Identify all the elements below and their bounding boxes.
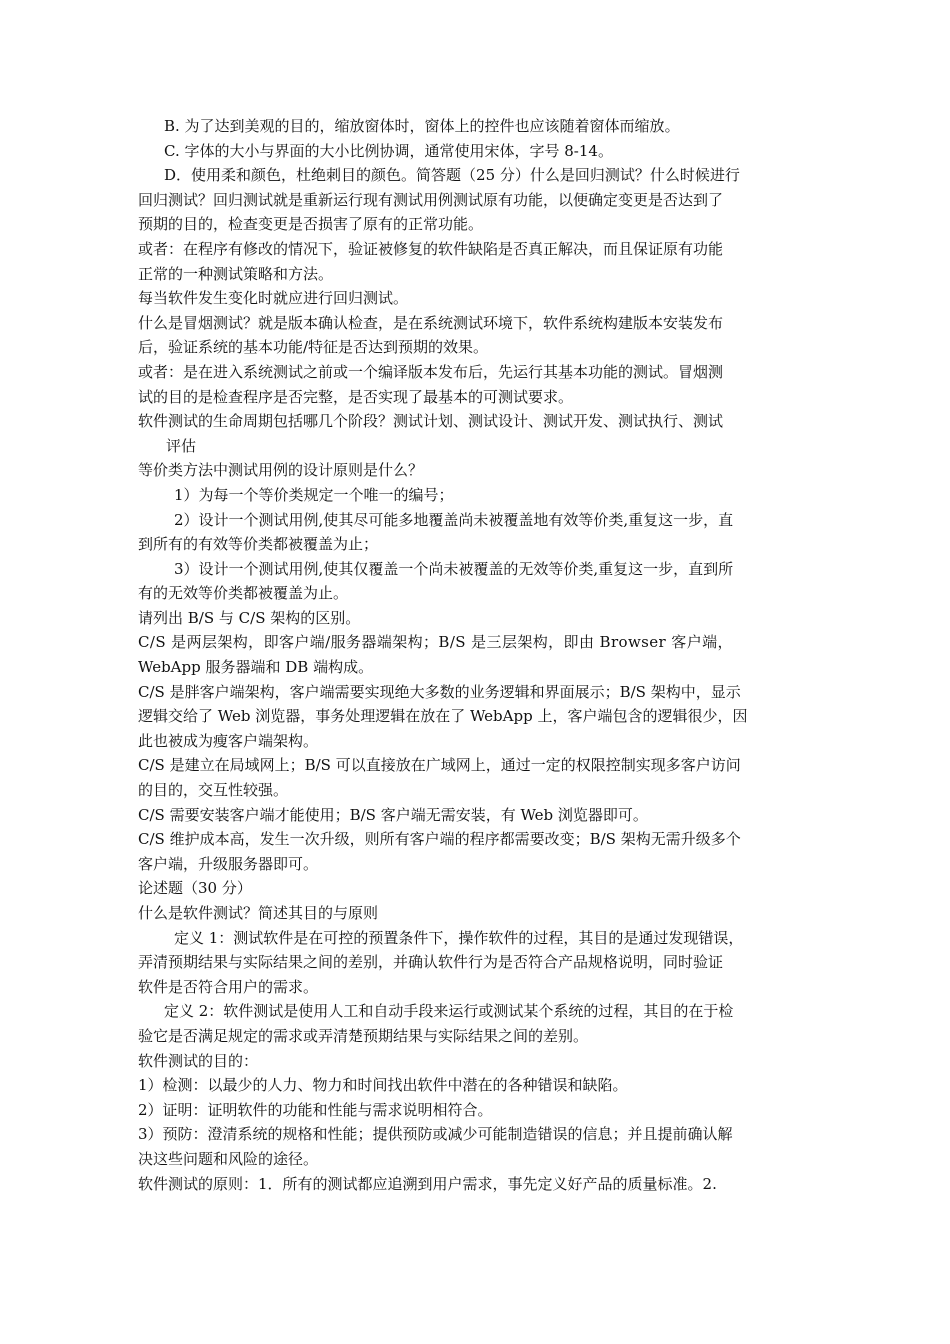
paragraph-line: 或者：是在进入系统测试之前或一个编译版本发布后，先运行其基本功能的测试。冒烟测 [138, 362, 724, 381]
list-item-3: 3）设计一个测试用例,使其仅覆盖一个尚未被覆盖的无效等价类,重复这一步，直到所 [174, 559, 734, 578]
paragraph-line: C/S 是建立在局域网上；B/S 可以直接放在广域网上，通过一定的权限控制实现多客户访问 [138, 756, 741, 775]
paragraph-line: C/S 是胖客户端架构，客户端需要实现绝大多数的业务逻辑和界面展示；B/S 架构中，显示 [138, 682, 741, 701]
purpose-item-3-continued: 决这些问题和风险的途径。 [138, 1149, 319, 1168]
paragraph-line: 正常的一种测试策略和方法。 [138, 264, 334, 283]
paragraph-line: 什么是冒烟测试？就是版本确认检查，是在系统测试环境下，软件系统构建版本安装发布 [138, 313, 724, 332]
question-line: 软件测试的生命周期包括哪几个阶段？测试计划、测试设计、测试开发、测试执行、测试 [138, 412, 724, 431]
option-b-line: B. 为了达到美观的目的，缩放窗体时，窗体上的控件也应该随着窗体而缩放。 [164, 117, 680, 135]
list-item-2-continued: 到所有的有效等价类都被覆盖为止； [138, 535, 379, 554]
definition-2-line: 定义 2：软件测试是使用人工和自动手段来运行或测试某个系统的过程，其目的在于检 [164, 1002, 734, 1021]
section-heading: 论述题（30 分） [138, 879, 252, 898]
subheading-purpose: 软件测试的目的： [138, 1051, 259, 1070]
paragraph-line: 或者：在程序有修改的情况下，验证被修复的软件缺陷是否真正解决，而且保证原有功能 [138, 239, 724, 258]
list-item-1: 1）为每一个等价类规定一个唯一的编号； [174, 485, 454, 504]
paragraph-line: C/S 需要安装客户端才能使用；B/S 客户端无需安装，有 Web 浏览器即可。 [138, 805, 648, 824]
paragraph-line: 客户端，升级服务器即可。 [138, 854, 319, 873]
list-item-3-continued: 有的无效等价类都被覆盖为止。 [138, 584, 349, 603]
paragraph-line: 弄清预期结果与实际结果之间的差别，并确认软件行为是否符合产品规格说明，同时验证 [138, 953, 724, 972]
paragraph-line: WebApp 服务器端和 DB 端构成。 [138, 658, 374, 677]
paragraph-line: 验它是否满足规定的需求或弄清楚预期结果与实际结果之间的差别。 [138, 1026, 589, 1045]
paragraph-line: C/S 维护成本高，发生一次升级，则所有客户端的程序都需要改变；B/S 架构无需升级多个 [138, 830, 741, 849]
question-line-continued: 评估 [166, 436, 197, 455]
option-d-line: D．使用柔和颜色，杜绝刺目的颜色。简答题（25 分）什么是回归测试？什么时候进行 [164, 166, 740, 185]
purpose-item-2: 2）证明：证明软件的功能和性能与需求说明相符合。 [138, 1100, 493, 1119]
paragraph-line: 逻辑交给了 Web 浏览器，事务处理逻辑在放在了 WebApp 上，客户端包含的逻辑很少，因 [138, 707, 748, 726]
paragraph-line: 的目的，交互性较强。 [138, 781, 289, 800]
option-c-line: C. 字体的大小与界面的大小比例协调，通常使用宋体，字号 8-14。 [164, 141, 613, 160]
question-line: 请列出 B/S 与 C/S 架构的区别。 [138, 608, 361, 627]
paragraph-line: 此也被成为瘦客户端架构。 [138, 731, 319, 750]
document-body [138, 114, 828, 1196]
paragraph-line: C/S 是两层架构，即客户端/服务器端架构；B/S 是三层架构，即由 Browser 客户端， [138, 633, 733, 652]
question-line: 等价类方法中测试用例的设计原则是什么？ [138, 461, 424, 480]
paragraph-line: 回归测试？回归测试就是重新运行现有测试用例测试原有功能，以便确定变更是否达到了 [138, 190, 724, 209]
paragraph-line: 每当软件发生变化时就应进行回归测试。 [138, 289, 409, 308]
principles-line: 软件测试的原则：1．所有的测试都应追溯到用户需求，事先定义好产品的质量标准。2. [138, 1174, 717, 1193]
paragraph-line: 后，验证系统的基本功能/特征是否达到预期的效果。 [138, 338, 489, 357]
purpose-item-1: 1）检测：以最少的人力、物力和时间找出软件中潜在的各种错误和缺陷。 [138, 1076, 628, 1095]
list-item-2: 2）设计一个测试用例,使其尽可能多地覆盖尚未被覆盖地有效等价类,重复这一步，直 [174, 510, 734, 529]
purpose-item-3: 3）预防：澄清系统的规格和性能；提供预防或减少可能制造错误的信息；并且提前确认解 [138, 1125, 733, 1144]
question-line: 什么是软件测试？简述其目的与原则 [138, 904, 379, 922]
paragraph-line: 试的目的是检查程序是否完整，是否实现了最基本的可测试要求。 [138, 387, 574, 406]
paragraph-line: 软件是否符合用户的需求。 [138, 977, 319, 996]
definition-1-line: 定义 1：测试软件是在可控的预置条件下，操作软件的过程，其目的是通过发现错误， [174, 928, 744, 947]
paragraph-line: 预期的目的，检查变更是否损害了原有的正常功能。 [138, 215, 484, 234]
